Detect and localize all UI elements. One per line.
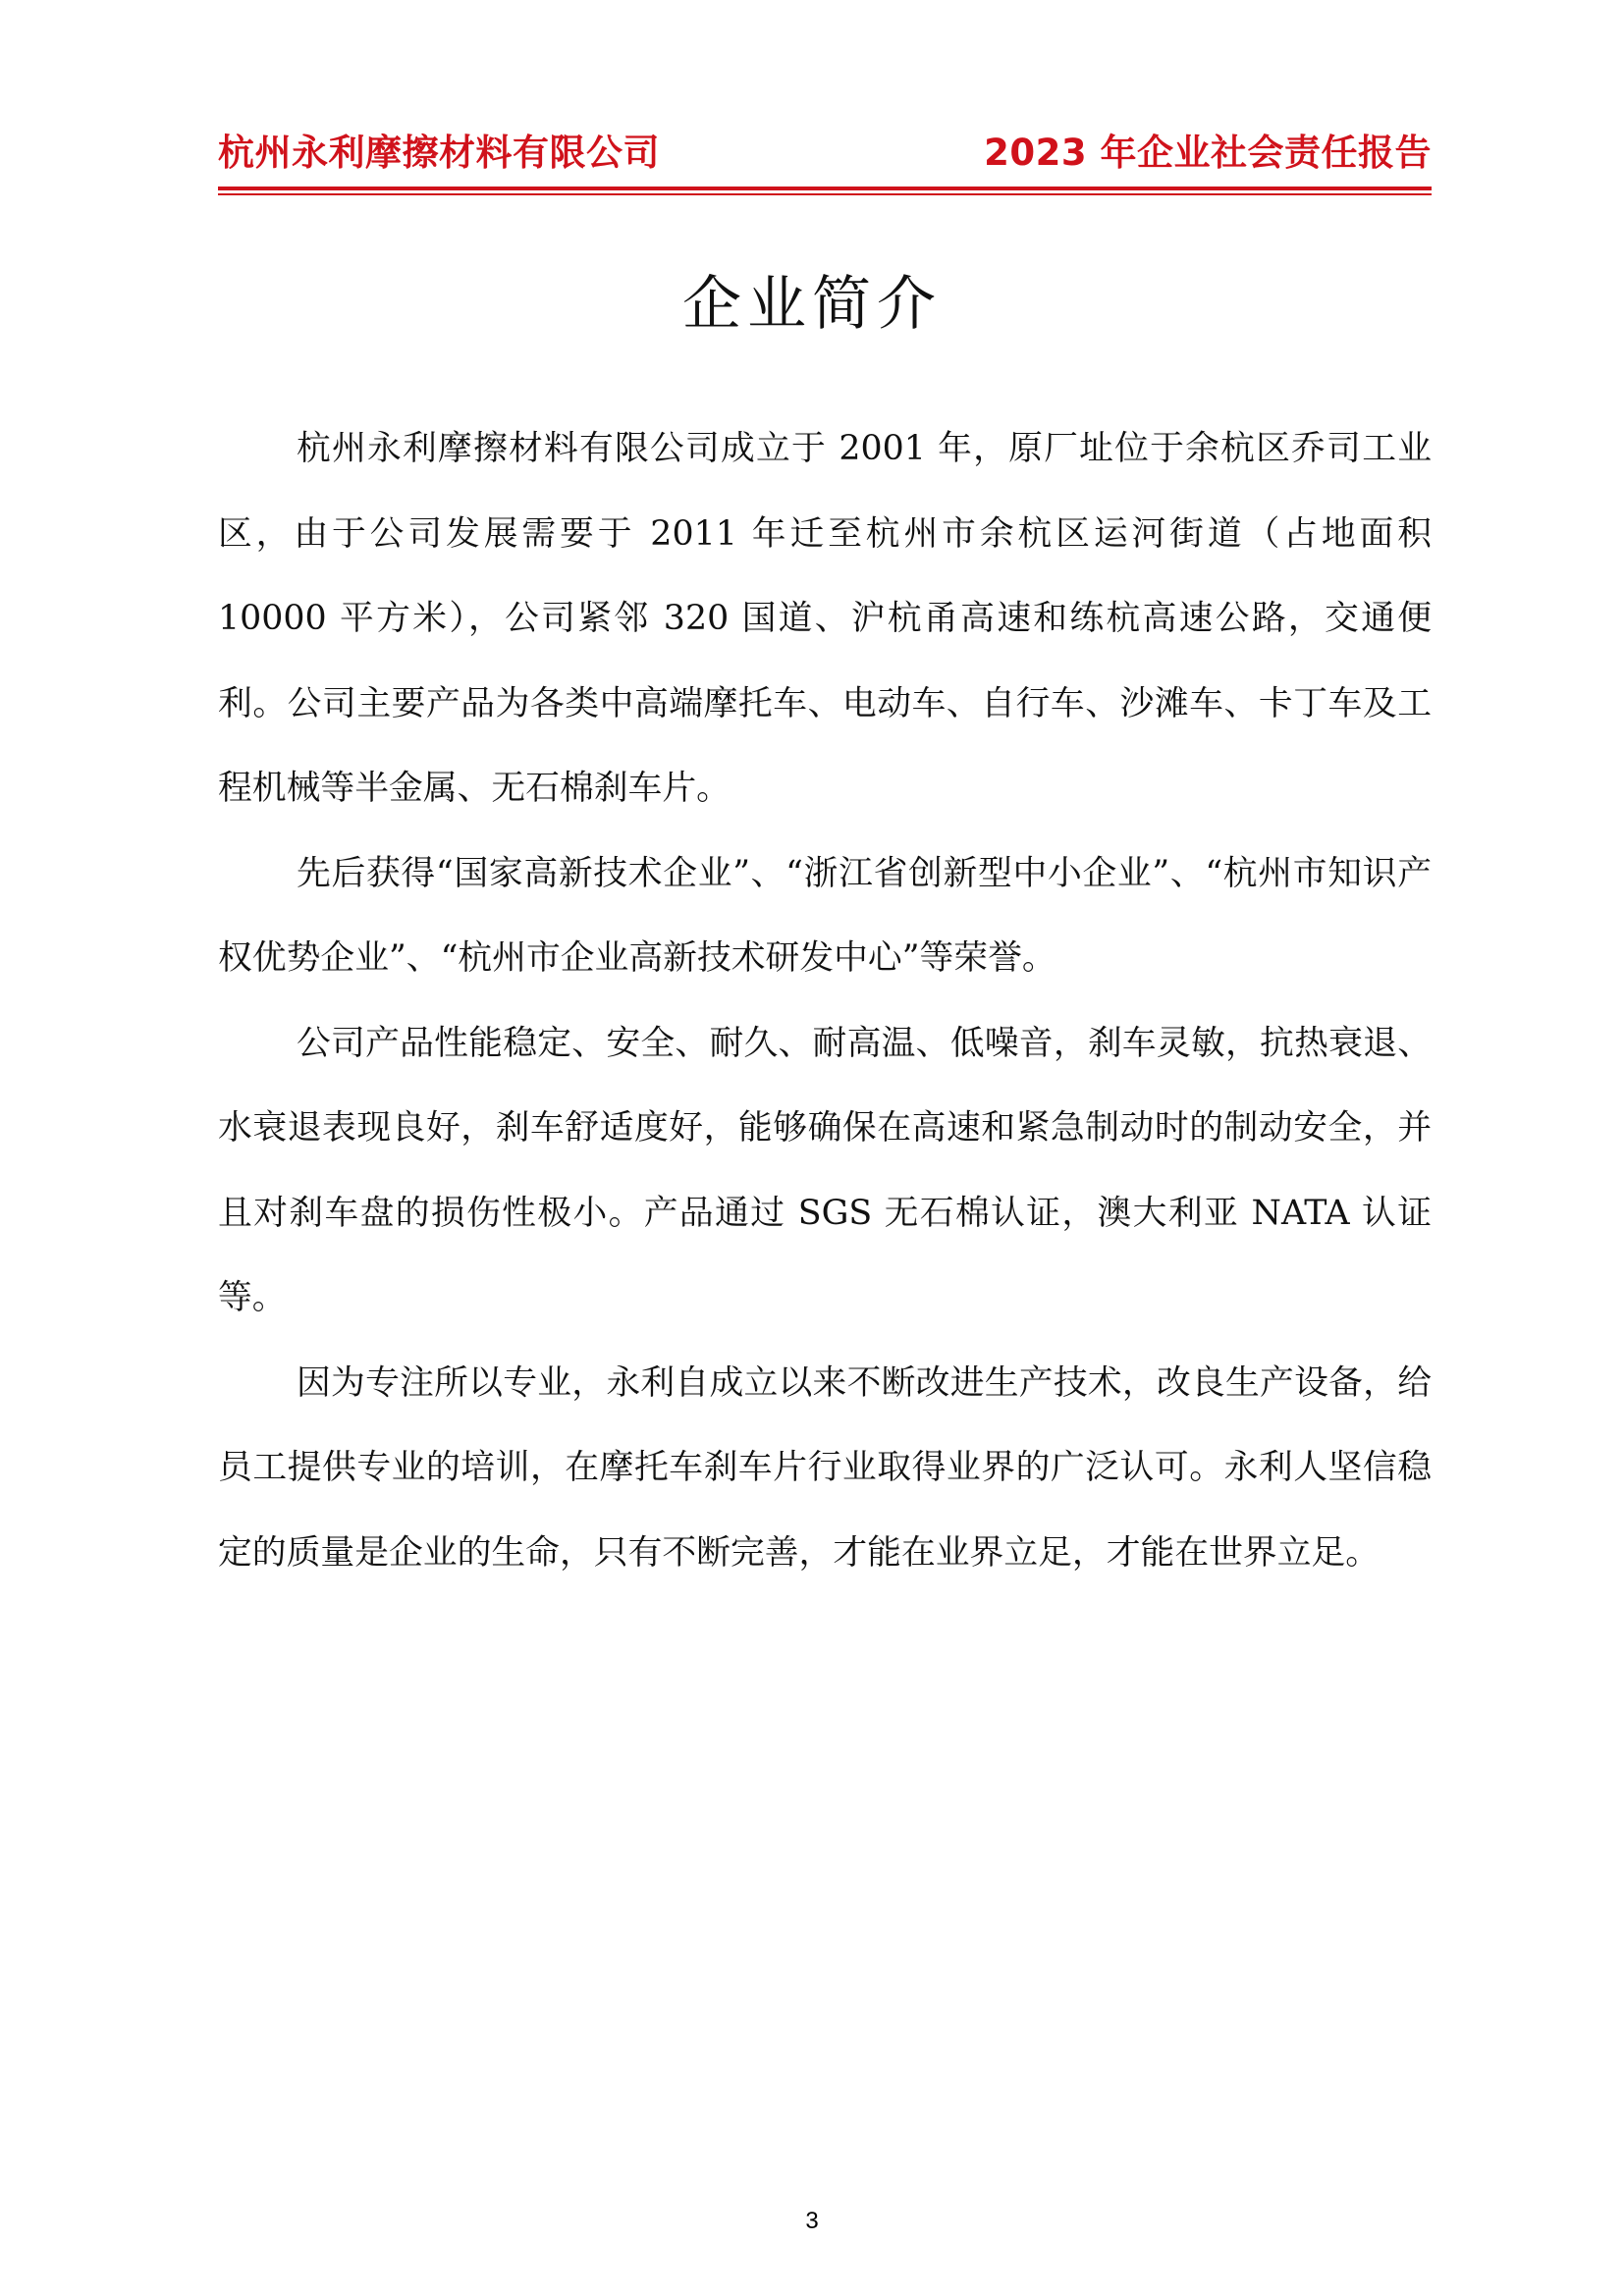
paragraph-product-performance: 公司产品性能稳定、安全、耐久、耐高温、低噪音，刹车灵敏，抗热衰退、水衰退表现良好，刹车舒适度好，能够确保在高速和紧急制动时的制动安全，并且对刹车盘的损伤性极小。产品通过 SGS 无石棉认证，澳大利亚 NATA 认证等。 [218,1023,1432,1317]
paragraph-philosophy: 因为专注所以专业，永利自成立以来不断改进生产技术，改良生产设备，给员工提供专业的培训，在摩托车刹车片行业取得业界的广泛认可。永利人坚信稳定的质量是企业的生命，只有不断完善，才能在业界立足，才能在世界立足。 [218,1362,1432,1573]
page-header [218,128,1432,177]
page-title: 企业简介 [682,270,942,339]
paragraph-honors: 先后获得“国家高新技术企业”、“浙江省创新型中小企业”、“杭州市知识产权优势企业”、“杭州市企业高新技术研发中心”等荣誉。 [218,853,1432,978]
header-company-name: 杭州永利摩擦材料有限公司 [218,132,660,174]
header-report-title: 2023 年企业社会责任报告 [984,132,1432,174]
header-divider-thin [218,193,1432,195]
body-text [218,406,1432,1595]
paragraph-company-overview: 杭州永利摩擦材料有限公司成立于 2001 年，原厂址位于余杭区乔司工业区，由于公司发展需要于 2011 年迁至杭州市余杭区运河街道（占地面积 10000 平方米），公司紧邻 320 国道、沪杭甬高速和练杭高速公路，交通便利。公司主要产品为各类中高端摩托车、电动车、自行车、沙滩车、卡丁车及工程机械等半金属、无石棉刹车片。 [218,429,1432,808]
page-number: 3 [805,2208,819,2234]
header-divider [218,187,1432,190]
